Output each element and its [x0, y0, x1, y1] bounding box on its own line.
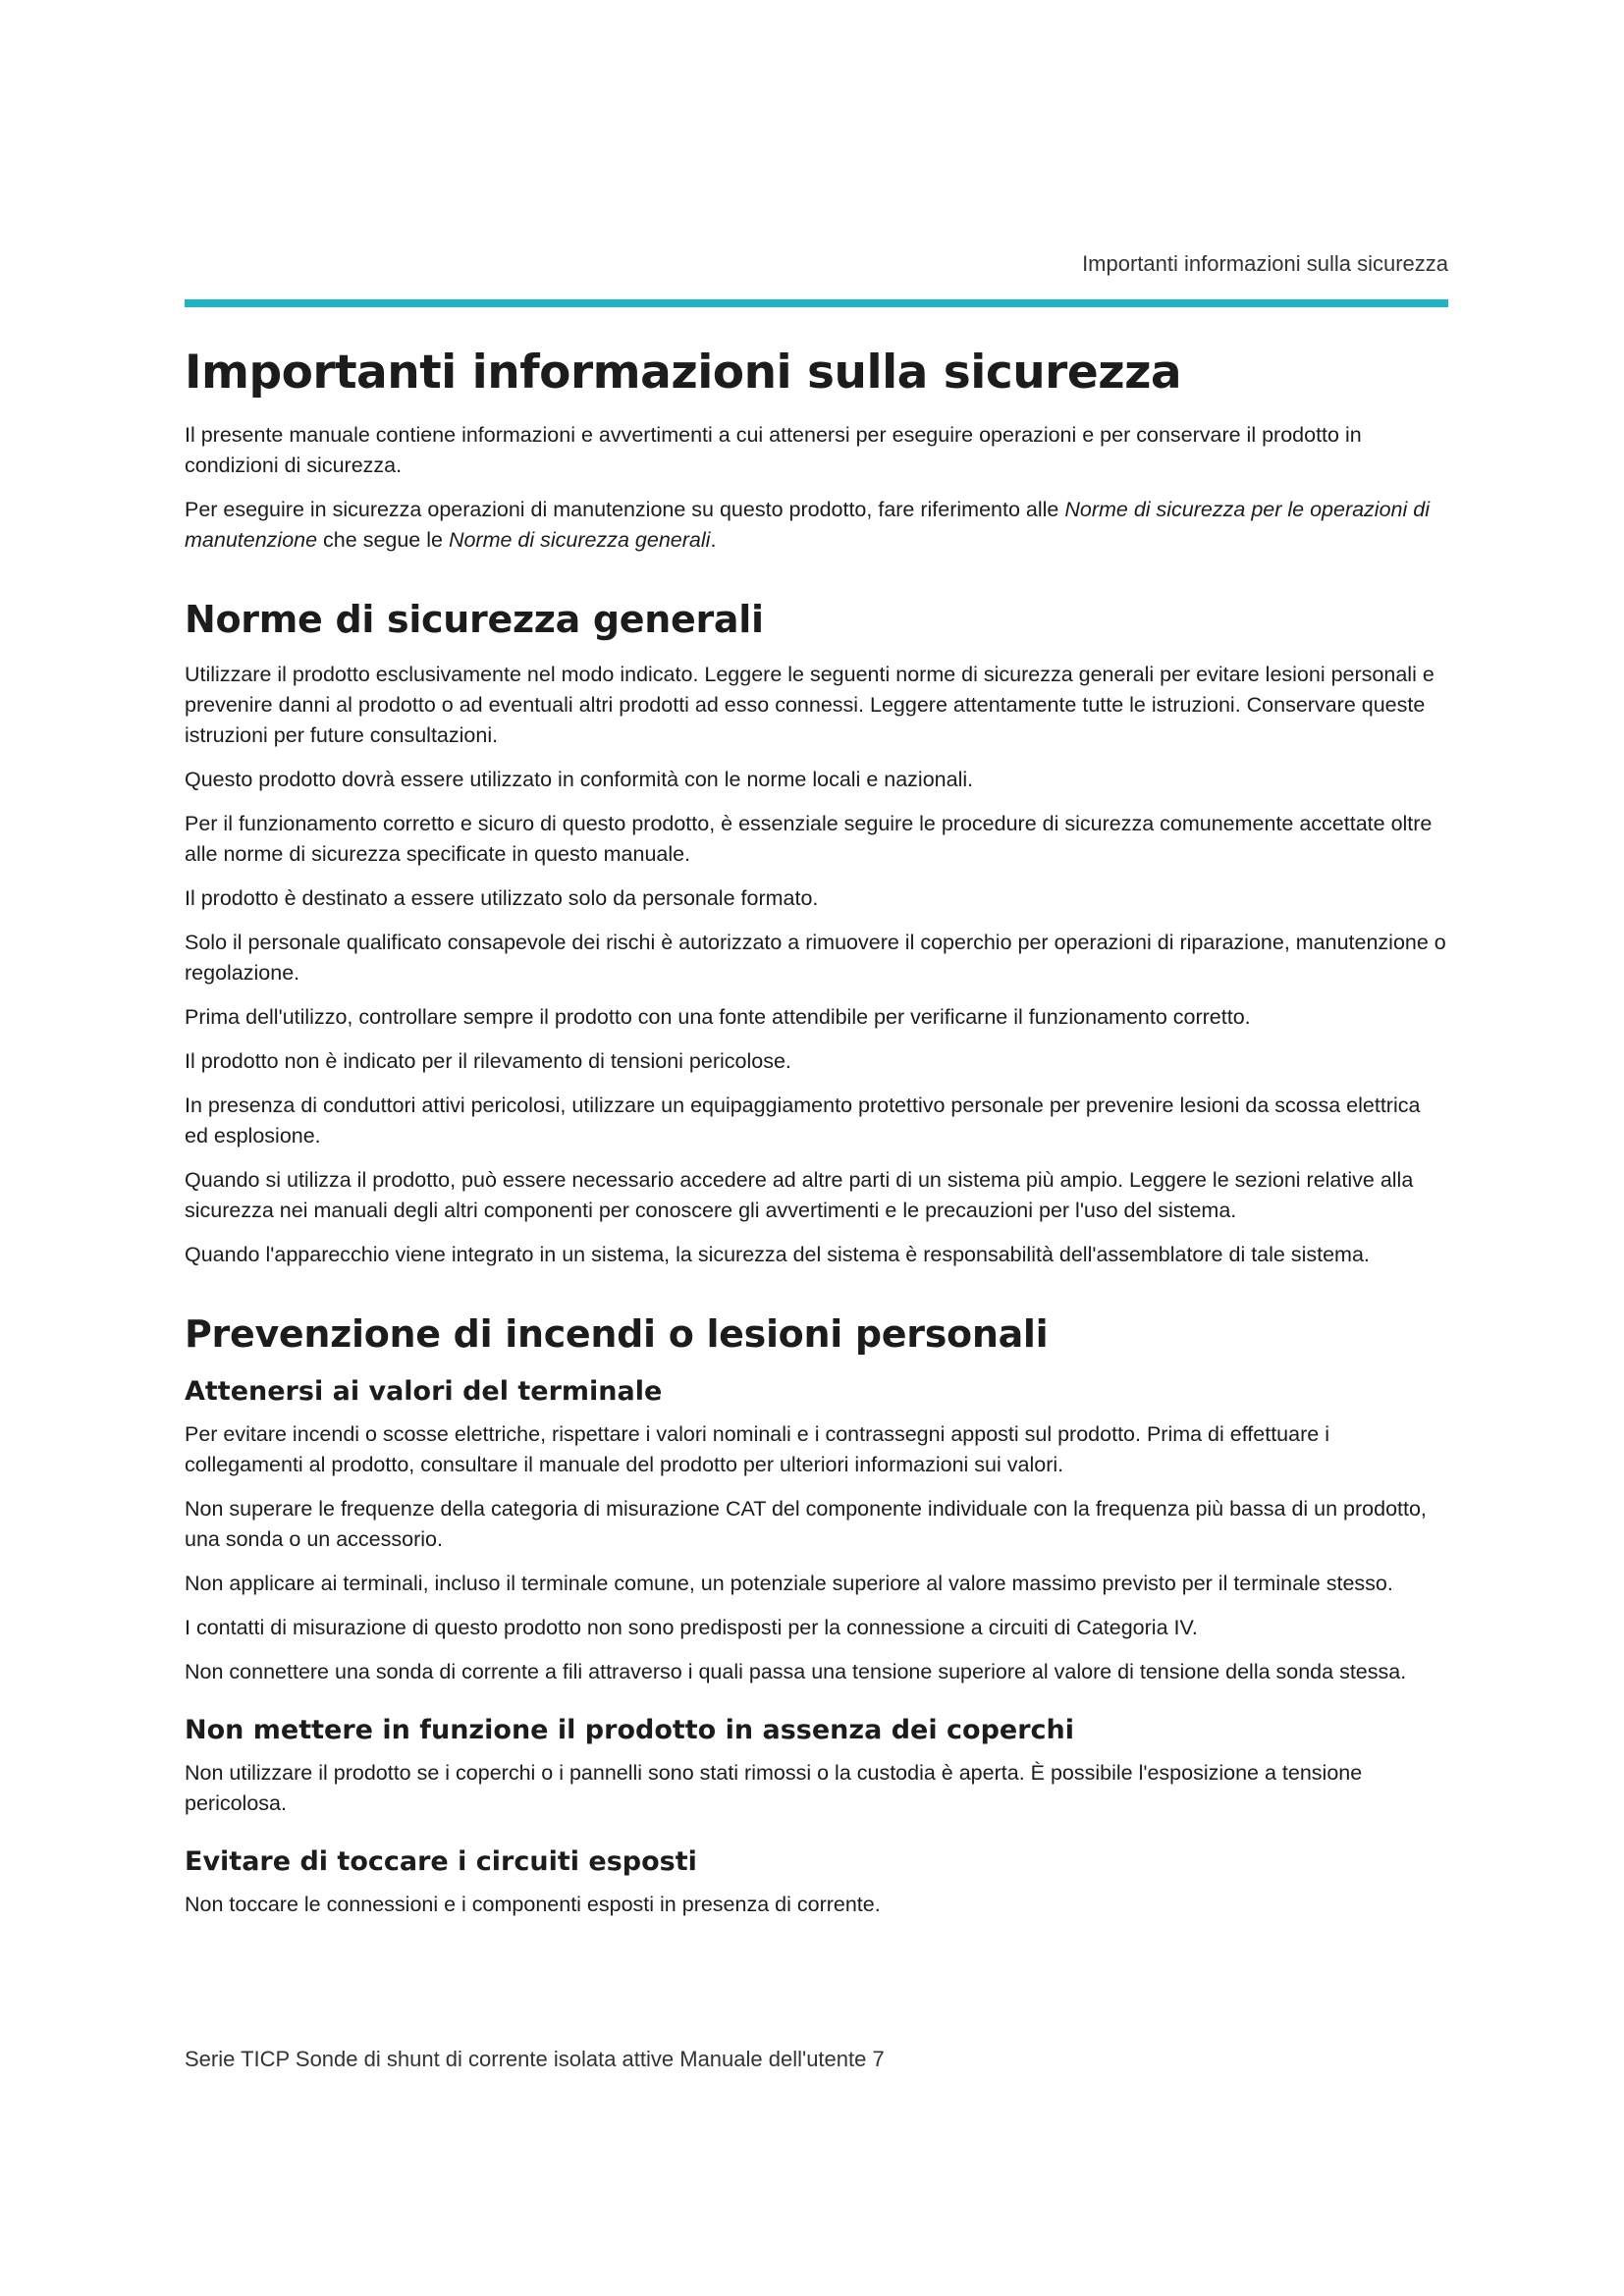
- general-paragraph: Quando l'apparecchio viene integrato in un sistema, la sicurezza del sistema è responsabilità dell'assemblatore di tale sistema.: [185, 1243, 1370, 1266]
- subsection-title-exposed-circuits: Evitare di toccare i circuiti esposti: [185, 1846, 697, 1877]
- header-rule: [185, 299, 1448, 307]
- section-title-fire-prevention: Prevenzione di incendi o lesioni personali: [185, 1312, 1049, 1356]
- running-header: Importanti informazioni sulla sicurezza: [1082, 251, 1448, 276]
- terminal-ratings-paragraph: Non applicare ai terminali, incluso il terminale comune, un potenziale superiore al valore massimo previsto per il terminale stesso.: [185, 1572, 1393, 1595]
- general-paragraph: Il prodotto non è indicato per il rilevamento di tensioni pericolose.: [185, 1049, 791, 1073]
- general-paragraph: Prima dell'utilizzo, controllare sempre il prodotto con una fonte attendibile per verificarne il funzionamento corretto.: [185, 1005, 1251, 1029]
- terminal-ratings-paragraph: Per evitare incendi o scosse elettriche, rispettare i valori nominali e i contrassegni apposti sul prodotto. Prima di effettuare i collegamenti al prodotto, consultare il manuale del prodotto per ulteriori informazioni sui valori.: [185, 1422, 1329, 1476]
- terminal-ratings-paragraph: I contatti di misurazione di questo prodotto non sono predisposti per la connessione a circuiti di Categoria IV.: [185, 1616, 1198, 1639]
- subsection-title-terminal-ratings: Attenersi ai valori del terminale: [185, 1376, 663, 1407]
- page-content: [185, 344, 1448, 1934]
- exposed-circuits-paragraph: Non toccare le connessioni e i componenti esposti in presenza di corrente.: [185, 1893, 881, 1916]
- terminal-ratings-paragraph: Non superare le frequenze della categoria di misurazione CAT del componente individuale con la frequenza più bassa di un prodotto, una sonda o un accessorio.: [185, 1497, 1427, 1551]
- page-footer: Serie TICP Sonde di shunt di corrente isolata attive Manuale dell'utente 7: [185, 2047, 885, 2071]
- document-page: [185, 0, 1448, 2296]
- intro-paragraph-2: [185, 495, 1448, 556]
- general-paragraph: In presenza di conduttori attivi pericolosi, utilizzare un equipaggiamento protettivo personale per prevenire lesioni da scossa elettrica ed esplosione.: [185, 1094, 1421, 1148]
- intro-text-prefix: Per eseguire in sicurezza operazioni di manutenzione su questo prodotto, fare riferimento alle: [185, 498, 1065, 521]
- subsection-title-covers: Non mettere in funzione il prodotto in assenza dei coperchi: [185, 1715, 1075, 1745]
- general-paragraph: Questo prodotto dovrà essere utilizzato in conformità con le norme locali e nazionali.: [185, 768, 974, 791]
- intro-paragraph-1: Il presente manuale contiene informazioni e avvertimenti a cui attenersi per eseguire operazioni e per conservare il prodotto in condizioni di sicurezza.: [185, 423, 1362, 477]
- general-paragraph: Per il funzionamento corretto e sicuro di questo prodotto, è essenziale seguire le procedure di sicurezza comunemente accettate oltre alle norme di sicurezza specificate in questo manuale.: [185, 812, 1433, 866]
- intro-ref-general-rules: Norme di sicurezza generali: [448, 528, 711, 552]
- page-title: Importanti informazioni sulla sicurezza: [185, 346, 1182, 400]
- general-paragraph: Utilizzare il prodotto esclusivamente nel modo indicato. Leggere le seguenti norme di sicurezza generali per evitare lesioni personali e prevenire danni al prodotto o ad eventuali altri prodotti ad esso connessi. Leggere attentamente tutte le istruzioni. Conservare queste istruzioni per future consultazioni.: [185, 663, 1435, 747]
- terminal-ratings-paragraph: Non connettere una sonda di corrente a fili attraverso i quali passa una tensione superiore al valore di tensione della sonda stessa.: [185, 1660, 1407, 1683]
- section-title-general: Norme di sicurezza generali: [185, 598, 764, 641]
- general-paragraph: Il prodotto è destinato a essere utilizzato solo da personale formato.: [185, 886, 819, 910]
- general-paragraph: Solo il personale qualificato consapevole dei rischi è autorizzato a rimuovere il coperchio per operazioni di riparazione, manutenzione o regolazione.: [185, 931, 1446, 985]
- intro-ref-maintenance-rules: Norme di sicurezza per le operazioni di manutenzione: [185, 498, 1430, 552]
- general-paragraph: Quando si utilizza il prodotto, può essere necessario accedere ad altre parti di un sistema più ampio. Leggere le sezioni relative alla sicurezza nei manuali degli altri componenti per conoscere gli avvertimenti e le precauzioni per l'uso del sistema.: [185, 1168, 1414, 1222]
- intro-text-mid: che segue le: [317, 528, 449, 552]
- covers-paragraph: Non utilizzare il prodotto se i coperchi o i pannelli sono stati rimossi o la custodia è aperta. È possibile l'esposizione a tensione pericolosa.: [185, 1761, 1363, 1815]
- intro-text-suffix: .: [710, 528, 717, 552]
